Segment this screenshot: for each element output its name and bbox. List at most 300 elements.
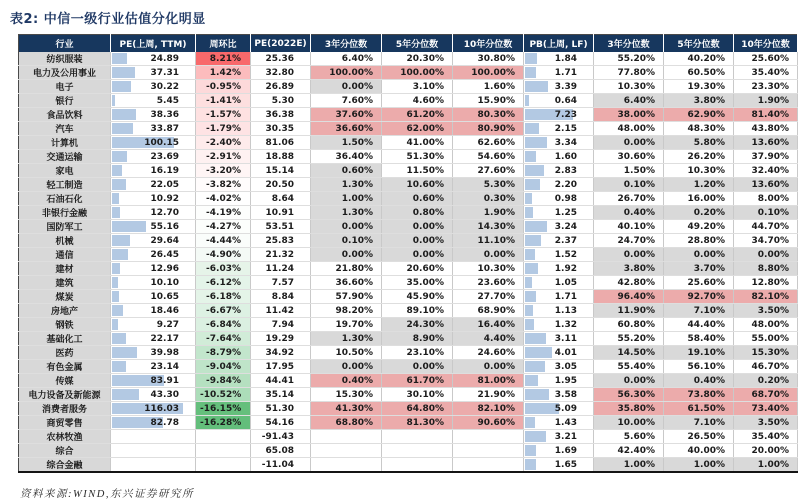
pe-percentile-5y xyxy=(382,220,453,234)
pe-percentile-3y xyxy=(311,248,382,262)
pb-percentile-10y xyxy=(734,234,798,248)
industry-name xyxy=(19,80,111,94)
table-row xyxy=(19,374,798,388)
industry-name xyxy=(19,192,111,206)
pe-percentile-10y-text: 62.60% xyxy=(477,137,515,148)
pe-ttm-value-text: 18.46 xyxy=(150,305,179,316)
pe-percentile-5y-text: 0.00% xyxy=(412,361,444,372)
pb-percentile-3y-text: 10.00% xyxy=(617,417,655,428)
pe-percentile-5y-text: 45.90% xyxy=(406,291,444,302)
pe-percentile-5y xyxy=(382,388,453,402)
wow-change-value-text: -4.44% xyxy=(206,235,241,246)
pe-ttm-value xyxy=(111,220,196,234)
industry-name-text: 商贸零售 xyxy=(46,419,83,429)
pb-percentile-3y xyxy=(594,458,664,473)
table-row xyxy=(19,276,798,290)
pe-percentile-3y xyxy=(311,164,382,178)
column-header: 10年分位数 xyxy=(734,35,798,53)
wow-change-value-text: -8.79% xyxy=(206,347,241,358)
pb-lf-value-text: 3.39 xyxy=(554,81,577,92)
pe-percentile-10y xyxy=(453,444,524,458)
column-header: 3年分位数 xyxy=(311,35,382,53)
wow-change-value-text: 1.42% xyxy=(209,67,241,78)
pb-percentile-5y xyxy=(664,52,734,66)
pb-lf-value xyxy=(524,360,594,374)
pb-data-bar xyxy=(525,459,536,470)
pb-lf-value-text: 1.52 xyxy=(554,249,577,260)
pe-percentile-5y-text: 24.30% xyxy=(406,319,444,330)
pe-ttm-value xyxy=(111,150,196,164)
pe-percentile-3y xyxy=(311,80,382,94)
pb-data-bar xyxy=(525,361,545,372)
pe-2022e-value-text: 11.24 xyxy=(265,263,294,274)
pb-percentile-5y-text: 60.50% xyxy=(687,67,725,78)
pe-ttm-value-text: 23.69 xyxy=(150,151,179,162)
pb-percentile-3y-text: 1.50% xyxy=(623,165,655,176)
pb-lf-value-text: 3.05 xyxy=(554,361,577,372)
pe-2022e-value xyxy=(251,430,311,444)
table-row xyxy=(19,290,798,304)
industry-name xyxy=(19,458,111,473)
pb-data-bar xyxy=(525,263,538,274)
pe-percentile-5y-text: 89.10% xyxy=(406,305,444,316)
industry-name-text: 消费者服务 xyxy=(41,405,87,415)
pb-percentile-10y-text: 46.70% xyxy=(751,361,789,372)
wow-change-value-text: -0.95% xyxy=(206,81,241,92)
pb-data-bar xyxy=(525,53,537,64)
pb-percentile-5y xyxy=(664,346,734,360)
wow-change-value xyxy=(196,164,251,178)
pe-ttm-value-text: 55.16 xyxy=(150,221,179,232)
pe-2022e-value-text: 34.92 xyxy=(265,347,294,358)
pe-ttm-value-text: 29.64 xyxy=(150,235,179,246)
pb-percentile-10y-text: 81.40% xyxy=(751,109,789,120)
pb-data-bar xyxy=(525,417,535,428)
pb-lf-value xyxy=(524,276,594,290)
wow-change-value xyxy=(196,430,251,444)
pb-percentile-5y xyxy=(664,458,734,473)
pe-percentile-10y-text: 15.90% xyxy=(477,95,515,106)
wow-change-value xyxy=(196,192,251,206)
pe-percentile-10y-text: 81.00% xyxy=(477,375,515,386)
pb-percentile-3y xyxy=(594,220,664,234)
pb-lf-value xyxy=(524,374,594,388)
pe-ttm-value xyxy=(111,206,196,220)
pb-percentile-3y-text: 55.40% xyxy=(617,361,655,372)
pb-percentile-3y xyxy=(594,304,664,318)
pb-lf-value xyxy=(524,52,594,66)
pe-2022e-value-text: 15.14 xyxy=(265,165,294,176)
wow-change-value-text: -9.04% xyxy=(206,361,241,372)
pb-percentile-3y-text: 14.50% xyxy=(617,347,655,358)
pe-2022e-value xyxy=(251,80,311,94)
wow-change-value-text: -1.57% xyxy=(206,109,241,120)
pe-data-bar xyxy=(112,347,137,358)
pb-percentile-10y xyxy=(734,346,798,360)
pe-percentile-3y-text: 36.40% xyxy=(335,151,373,162)
pb-data-bar xyxy=(525,165,544,176)
pe-2022e-value xyxy=(251,178,311,192)
industry-name xyxy=(19,248,111,262)
wow-change-value-text: -1.79% xyxy=(206,123,241,134)
pb-percentile-10y xyxy=(734,248,798,262)
pb-percentile-5y-text: 1.00% xyxy=(693,459,725,470)
pe-percentile-10y-text: 14.30% xyxy=(477,221,515,232)
pe-ttm-value xyxy=(111,248,196,262)
pe-percentile-3y-text: 37.60% xyxy=(335,109,373,120)
pb-percentile-10y-text: 20.00% xyxy=(751,445,789,456)
pe-percentile-3y xyxy=(311,458,382,473)
pb-percentile-10y-text: 12.80% xyxy=(751,277,789,288)
wow-change-value-text: -4.90% xyxy=(206,249,241,260)
industry-name xyxy=(19,318,111,332)
pe-percentile-3y xyxy=(311,416,382,430)
pb-percentile-5y-text: 7.10% xyxy=(693,305,725,316)
pe-data-bar xyxy=(112,193,119,204)
pe-ttm-value xyxy=(111,262,196,276)
industry-name-text: 通信 xyxy=(55,251,74,261)
pb-percentile-3y xyxy=(594,80,664,94)
industry-name-text: 食品饮料 xyxy=(46,111,83,121)
pb-percentile-3y xyxy=(594,234,664,248)
pe-percentile-10y-text: 10.30% xyxy=(477,263,515,274)
pb-lf-value xyxy=(524,458,594,473)
pe-2022e-value-text: 51.30 xyxy=(265,403,294,414)
table-row xyxy=(19,234,798,248)
pe-ttm-value xyxy=(111,290,196,304)
pe-percentile-3y xyxy=(311,290,382,304)
pb-percentile-5y-text: 0.00% xyxy=(693,249,725,260)
industry-name-text: 家电 xyxy=(55,167,74,177)
pb-percentile-3y-text: 1.00% xyxy=(623,459,655,470)
wow-change-value-text: -10.52% xyxy=(200,389,242,400)
industry-name xyxy=(19,52,111,66)
pe-percentile-5y-text: 3.10% xyxy=(412,81,444,92)
pe-ttm-value xyxy=(111,276,196,290)
pe-ttm-value xyxy=(111,402,196,416)
pe-percentile-5y xyxy=(382,402,453,416)
industry-name xyxy=(19,290,111,304)
pe-percentile-10y xyxy=(453,206,524,220)
pb-percentile-5y-text: 10.30% xyxy=(687,165,725,176)
pe-2022e-value xyxy=(251,52,311,66)
industry-name xyxy=(19,178,111,192)
pb-data-bar xyxy=(525,179,540,190)
pb-percentile-10y-text: 35.40% xyxy=(751,67,789,78)
pb-percentile-10y xyxy=(734,108,798,122)
pb-percentile-5y-text: 58.40% xyxy=(687,333,725,344)
industry-name-text: 国防军工 xyxy=(46,223,83,233)
pb-lf-value-text: 1.13 xyxy=(554,305,577,316)
pe-percentile-3y xyxy=(311,276,382,290)
pe-percentile-3y xyxy=(311,402,382,416)
pb-lf-value xyxy=(524,192,594,206)
pb-lf-value-text: 3.24 xyxy=(554,221,577,232)
pb-percentile-3y xyxy=(594,290,664,304)
pe-percentile-10y-text: 0.00% xyxy=(483,361,515,372)
pe-ttm-value xyxy=(111,52,196,66)
pe-percentile-10y xyxy=(453,304,524,318)
pb-lf-value-text: 1.25 xyxy=(554,207,577,218)
pe-percentile-5y-text: 20.30% xyxy=(406,53,444,64)
industry-name-text: 电力设备及新能源 xyxy=(28,391,101,401)
industry-name-text: 银行 xyxy=(55,97,74,107)
pb-percentile-5y-text: 62.90% xyxy=(687,109,725,120)
pb-lf-value-text: 1.84 xyxy=(554,53,577,64)
wow-change-value-text: -9.84% xyxy=(206,375,241,386)
pe-percentile-10y xyxy=(453,290,524,304)
pb-percentile-3y xyxy=(594,388,664,402)
pb-percentile-10y-text: 25.60% xyxy=(751,53,789,64)
wow-change-value xyxy=(196,248,251,262)
industry-name-text: 煤炭 xyxy=(55,293,74,303)
pe-percentile-3y xyxy=(311,304,382,318)
pb-percentile-5y xyxy=(664,108,734,122)
pe-2022e-value-text: 20.50 xyxy=(265,179,294,190)
pb-percentile-5y xyxy=(664,234,734,248)
pe-2022e-value-text: 17.95 xyxy=(265,361,294,372)
table-number-label: 表2: xyxy=(10,12,39,27)
wow-change-value-text: -7.64% xyxy=(206,333,241,344)
pe-percentile-10y xyxy=(453,80,524,94)
pb-percentile-10y xyxy=(734,262,798,276)
pe-2022e-value-text: 35.14 xyxy=(265,389,294,400)
pb-percentile-10y-text: 32.40% xyxy=(751,165,789,176)
pb-percentile-3y-text: 10.30% xyxy=(617,81,655,92)
pb-percentile-10y-text: 1.00% xyxy=(757,459,789,470)
pe-ttm-value xyxy=(111,234,196,248)
pe-data-bar xyxy=(112,67,135,78)
pb-percentile-10y xyxy=(734,136,798,150)
pe-percentile-5y-text: 64.80% xyxy=(406,403,444,414)
industry-name xyxy=(19,220,111,234)
pe-percentile-10y xyxy=(453,430,524,444)
pe-percentile-5y-text: 61.70% xyxy=(406,375,444,386)
pb-percentile-3y xyxy=(594,318,664,332)
pe-2022e-value xyxy=(251,150,311,164)
pe-percentile-3y xyxy=(311,360,382,374)
pe-ttm-value xyxy=(111,374,196,388)
industry-name-text: 钢铁 xyxy=(55,321,74,331)
pe-ttm-value xyxy=(111,108,196,122)
pb-percentile-5y-text: 73.80% xyxy=(687,389,725,400)
pe-percentile-3y xyxy=(311,220,382,234)
pe-percentile-5y xyxy=(382,346,453,360)
pe-percentile-3y-text: 1.00% xyxy=(341,193,373,204)
pb-data-bar xyxy=(525,207,533,218)
industry-name-text: 基础化工 xyxy=(46,335,83,345)
pb-percentile-10y xyxy=(734,318,798,332)
pe-2022e-value-text: 25.36 xyxy=(265,53,294,64)
pe-percentile-3y xyxy=(311,444,382,458)
pb-percentile-10y-text: 0.00% xyxy=(757,249,789,260)
industry-name-text: 综合 xyxy=(55,447,74,457)
industry-name-text: 纺织服装 xyxy=(46,55,83,65)
table-row xyxy=(19,248,798,262)
industry-name-text: 综合金融 xyxy=(46,461,83,471)
pb-percentile-10y-text: 3.50% xyxy=(757,305,789,316)
pe-ttm-value xyxy=(111,346,196,360)
wow-change-value-text: -3.20% xyxy=(206,165,241,176)
table-row xyxy=(19,360,798,374)
pe-percentile-5y xyxy=(382,234,453,248)
pb-data-bar xyxy=(525,221,547,232)
industry-name-text: 房地产 xyxy=(50,307,78,317)
pe-2022e-value-text: 11.42 xyxy=(265,305,294,316)
pe-ttm-value-text: 23.14 xyxy=(150,361,179,372)
pb-percentile-5y xyxy=(664,276,734,290)
pe-percentile-10y-text: 82.10% xyxy=(477,403,515,414)
column-header: PB(上周, LF) xyxy=(524,35,594,53)
pe-percentile-3y xyxy=(311,374,382,388)
pb-percentile-10y-text: 44.70% xyxy=(751,221,789,232)
pe-percentile-10y xyxy=(453,66,524,80)
pe-data-bar xyxy=(112,249,128,260)
wow-change-value-text: -4.02% xyxy=(206,193,241,204)
pe-data-bar xyxy=(112,123,133,134)
industry-name xyxy=(19,262,111,276)
pe-percentile-5y-text: 51.30% xyxy=(406,151,444,162)
pb-percentile-10y xyxy=(734,276,798,290)
wow-change-value xyxy=(196,234,251,248)
table-row xyxy=(19,192,798,206)
pb-percentile-3y-text: 55.20% xyxy=(617,53,655,64)
pe-percentile-10y xyxy=(453,262,524,276)
pb-lf-value xyxy=(524,318,594,332)
pb-percentile-5y xyxy=(664,248,734,262)
pb-percentile-10y-text: 48.00% xyxy=(751,319,789,330)
table-row xyxy=(19,262,798,276)
industry-name xyxy=(19,416,111,430)
pb-percentile-5y xyxy=(664,262,734,276)
pb-percentile-10y xyxy=(734,374,798,388)
pe-percentile-5y-text: 30.10% xyxy=(406,389,444,400)
pb-percentile-5y-text: 3.80% xyxy=(693,95,725,106)
pb-percentile-5y-text: 44.40% xyxy=(687,319,725,330)
pb-lf-value-text: 1.65 xyxy=(554,459,577,470)
wow-change-value-text: -1.41% xyxy=(206,95,241,106)
pb-percentile-5y-text: 92.70% xyxy=(687,291,725,302)
wow-change-value xyxy=(196,388,251,402)
pe-percentile-10y xyxy=(453,276,524,290)
pe-percentile-5y xyxy=(382,52,453,66)
pb-percentile-5y-text: 16.00% xyxy=(687,193,725,204)
pb-percentile-5y xyxy=(664,318,734,332)
pb-percentile-5y xyxy=(664,80,734,94)
pe-percentile-3y-text: 0.00% xyxy=(341,249,373,260)
pb-percentile-3y-text: 6.40% xyxy=(623,95,655,106)
pb-lf-value xyxy=(524,304,594,318)
pb-percentile-3y xyxy=(594,108,664,122)
wow-change-value xyxy=(196,94,251,108)
pe-2022e-value-text: 26.89 xyxy=(265,81,294,92)
industry-name xyxy=(19,388,111,402)
pe-ttm-value xyxy=(111,80,196,94)
wow-change-value xyxy=(196,136,251,150)
pe-2022e-value xyxy=(251,66,311,80)
wow-change-value xyxy=(196,150,251,164)
pb-lf-value xyxy=(524,122,594,136)
pb-percentile-10y xyxy=(734,80,798,94)
industry-name xyxy=(19,94,111,108)
pb-percentile-10y xyxy=(734,150,798,164)
pe-data-bar xyxy=(112,235,130,246)
pe-percentile-5y-text: 4.60% xyxy=(412,95,444,106)
pe-ttm-value-text: 10.10 xyxy=(150,277,179,288)
wow-change-value-text: 8.21% xyxy=(209,53,241,64)
pb-percentile-10y-text: 1.90% xyxy=(757,95,789,106)
column-header: 5年分位数 xyxy=(382,35,453,53)
wow-change-value-text: -4.27% xyxy=(206,221,241,232)
pb-lf-value-text: 1.95 xyxy=(554,375,577,386)
pb-lf-value xyxy=(524,444,594,458)
header-row xyxy=(19,35,798,53)
pe-percentile-5y-text: 0.60% xyxy=(412,193,444,204)
pe-percentile-5y-text: 41.00% xyxy=(406,137,444,148)
pe-percentile-10y xyxy=(453,178,524,192)
pe-percentile-5y xyxy=(382,430,453,444)
pe-data-bar xyxy=(112,291,119,302)
pb-data-bar xyxy=(525,81,548,92)
pe-ttm-value-text: 9.27 xyxy=(156,319,179,330)
pb-percentile-5y xyxy=(664,164,734,178)
table-row xyxy=(19,108,798,122)
pb-percentile-3y xyxy=(594,192,664,206)
pe-2022e-value xyxy=(251,108,311,122)
pe-percentile-5y-text: 10.60% xyxy=(406,179,444,190)
industry-valuation-table xyxy=(18,34,798,473)
pe-percentile-5y xyxy=(382,374,453,388)
pb-lf-value xyxy=(524,332,594,346)
pe-percentile-10y-text: 0.00% xyxy=(483,249,515,260)
pb-lf-value xyxy=(524,234,594,248)
industry-name-text: 计算机 xyxy=(50,139,78,149)
pe-2022e-value xyxy=(251,388,311,402)
pb-percentile-10y-text: 0.20% xyxy=(757,375,789,386)
pe-percentile-10y xyxy=(453,318,524,332)
pb-data-bar xyxy=(525,319,534,330)
pe-ttm-value-text: 38.36 xyxy=(150,109,179,120)
pb-data-bar xyxy=(525,277,532,288)
industry-name xyxy=(19,150,111,164)
pe-percentile-10y xyxy=(453,374,524,388)
pb-percentile-5y xyxy=(664,360,734,374)
pb-lf-value xyxy=(524,402,594,416)
pe-ttm-value-text: 5.45 xyxy=(156,95,179,106)
pe-percentile-10y xyxy=(453,220,524,234)
pb-percentile-5y-text: 26.50% xyxy=(687,431,725,442)
industry-name xyxy=(19,164,111,178)
pe-percentile-5y xyxy=(382,262,453,276)
pe-2022e-value-text: 81.06 xyxy=(265,137,294,148)
pb-percentile-5y-text: 19.10% xyxy=(687,347,725,358)
pb-lf-value-text: 0.64 xyxy=(554,95,577,106)
pe-2022e-value xyxy=(251,402,311,416)
pe-percentile-10y xyxy=(453,248,524,262)
pb-percentile-3y-text: 24.70% xyxy=(617,235,655,246)
pe-percentile-5y xyxy=(382,94,453,108)
pb-percentile-5y-text: 49.20% xyxy=(687,221,725,232)
pb-data-bar xyxy=(525,431,546,442)
table-row xyxy=(19,444,798,458)
pe-percentile-10y xyxy=(453,122,524,136)
pe-data-bar xyxy=(112,81,131,92)
pb-percentile-3y-text: 42.80% xyxy=(617,277,655,288)
pb-percentile-10y-text: 43.80% xyxy=(751,123,789,134)
pb-lf-value-text: 2.83 xyxy=(554,165,577,176)
pb-percentile-10y xyxy=(734,94,798,108)
pb-lf-value xyxy=(524,150,594,164)
